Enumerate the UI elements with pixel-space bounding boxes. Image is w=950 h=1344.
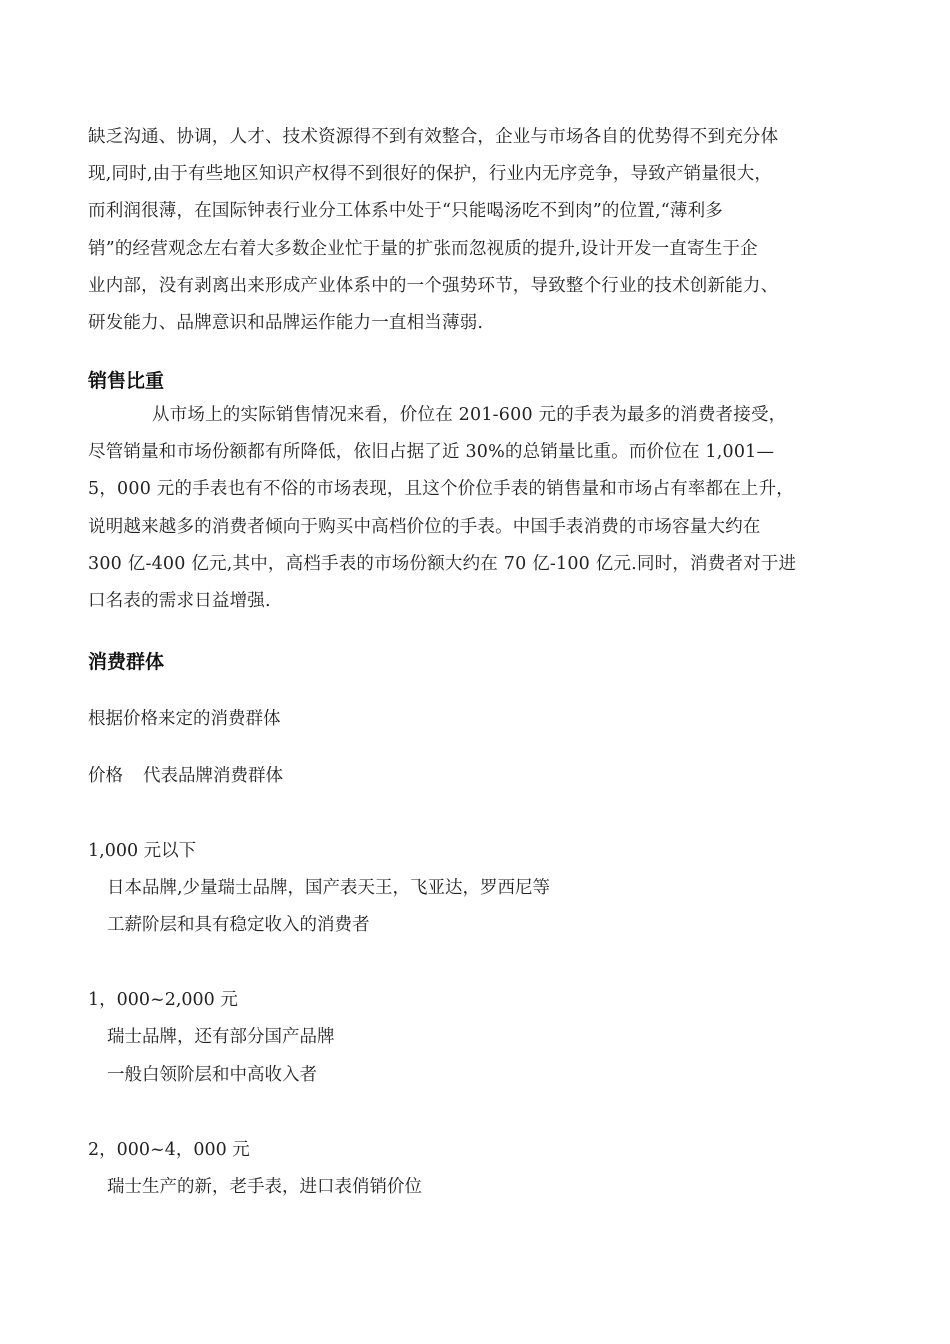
- sales-line: 300 亿-400 亿元,其中，高档手表的市场份额大约在 70 亿-100 亿元.同时，消费者对于进: [88, 553, 797, 574]
- tier-price: 2，000~4，000 元: [88, 1140, 250, 1160]
- consumers-subtitle: 根据价格来定的消费群体: [88, 709, 281, 729]
- intro-paragraph: [88, 119, 848, 342]
- tier-brands: 日本品牌,少量瑞士品牌，国产表天王，飞亚达，罗西尼等: [107, 878, 551, 898]
- intro-line: 而利润很薄，在国际钟表行业分工体系中处于“只能喝汤吃不到肉”的位置,“薄利多: [88, 201, 723, 222]
- intro-line: 研发能力、品牌意识和品牌运作能力一直相当薄弱.: [88, 313, 484, 334]
- column-price-label: 价格: [88, 766, 123, 786]
- tier-brands: 瑞士品牌，还有部分国产品牌: [107, 1027, 335, 1047]
- tier-group: 工薪阶层和具有稳定收入的消费者: [107, 915, 370, 935]
- sales-line: 5，000 元的手表也有不俗的市场表现，且这个价位手表的销售量和市场占有率都在上升，: [88, 479, 794, 500]
- sales-line: 尽管销量和市场份额都有所降低，依旧占据了近 30%的总销量比重。而价位在 1,001—: [88, 442, 775, 463]
- tier-price: 1，000~2,000 元: [88, 990, 238, 1010]
- intro-line: 缺乏沟通、协调，人才、技术资源得不到有效整合，企业与市场各自的优势得不到充分体: [88, 127, 779, 147]
- sales-paragraph: [88, 397, 848, 620]
- consumers-heading: 消费群体: [88, 651, 165, 673]
- sales-line: 从市场上的实际销售情况来看，价位在 201-600 元的手表为最多的消费者接受，: [152, 405, 787, 425]
- consumers-columns-header: [88, 764, 283, 788]
- column-brand-group-label: 代表品牌消费群体: [143, 766, 283, 786]
- tier-brands: 瑞士生产的新，老手表，进口表俏销价位: [107, 1177, 422, 1197]
- sales-heading: 销售比重: [88, 370, 165, 392]
- tier-price: 1,000 元以下: [88, 841, 197, 861]
- intro-line: 业内部，没有剥离出来形成产业体系中的一个强势环节，导致整个行业的技术创新能力、: [88, 275, 779, 296]
- sales-line: 口名表的需求日益增强.: [88, 591, 271, 612]
- sales-line: 说明越来越多的消费者倾向于购买中高档价位的手表。中国手表消费的市场容量大约在: [88, 516, 761, 537]
- intro-line: 销”的经营观念左右着大多数企业忙于量的扩张而忽视质的提升,设计开发一直寄生于企: [88, 238, 758, 259]
- tier-group: 一般白领阶层和中高收入者: [107, 1065, 317, 1085]
- intro-line: 现,同时,由于有些地区知识产权得不到很好的保护，行业内无序竞争，导致产销量很大，: [88, 164, 773, 185]
